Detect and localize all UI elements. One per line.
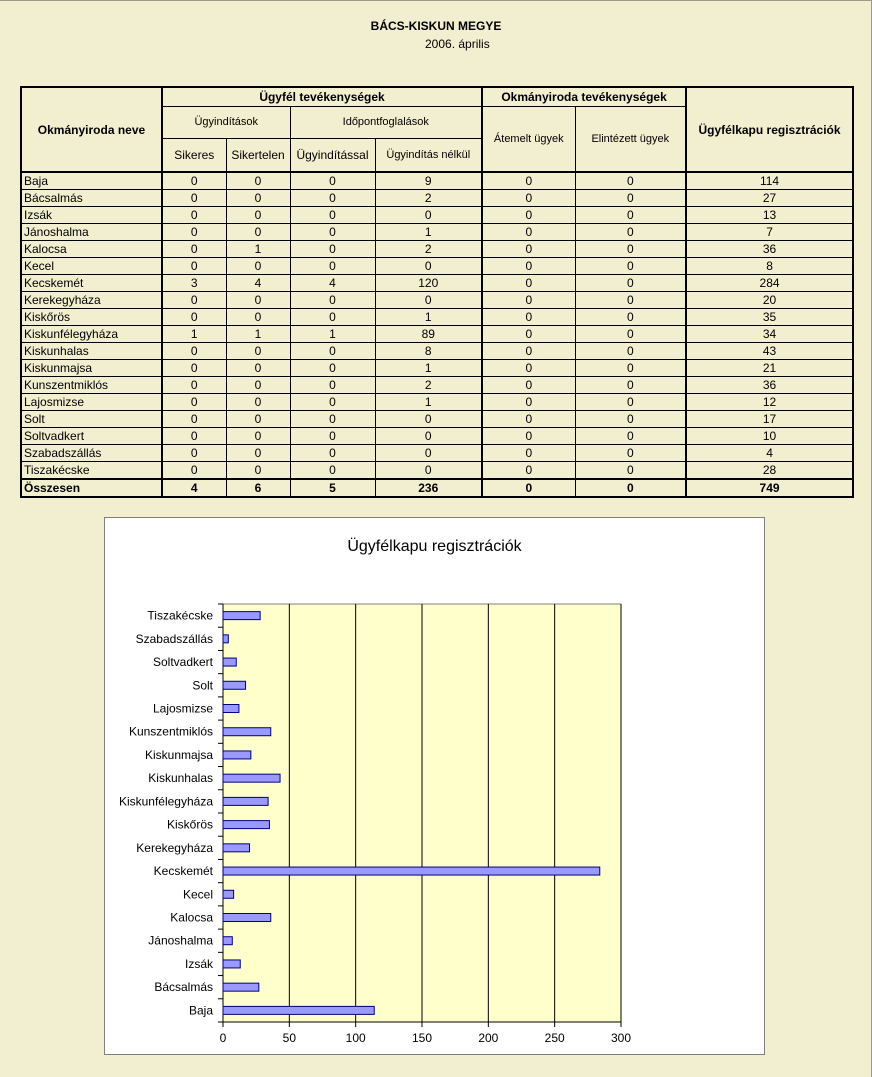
value-cell: 0 <box>226 309 290 326</box>
value-cell: 0 <box>575 292 686 309</box>
y-tick-label: Lajosmizse <box>152 701 213 716</box>
value-cell: 1 <box>290 326 375 343</box>
table-total-row <box>21 479 853 497</box>
value-cell: 28 <box>686 462 853 480</box>
value-cell: 8 <box>375 343 482 360</box>
bar <box>223 890 234 898</box>
value-cell: 0 <box>575 377 686 394</box>
value-cell: 0 <box>482 172 575 190</box>
x-tick-label: 250 <box>544 1031 565 1045</box>
page-title <box>0 19 872 33</box>
y-tick-label: Solt <box>192 678 213 693</box>
value-cell: 0 <box>575 241 686 258</box>
x-tick-label: 100 <box>345 1031 366 1045</box>
value-cell: 0 <box>290 377 375 394</box>
value-cell: 1 <box>375 360 482 377</box>
y-tick-label: Izsák <box>184 956 213 971</box>
chart-container <box>104 517 765 1055</box>
x-tick-label: 0 <box>219 1031 227 1045</box>
value-cell: 0 <box>162 309 226 326</box>
office-name-cell: Kunszentmiklós <box>21 377 162 394</box>
value-cell: 4 <box>290 275 375 292</box>
value-cell: 0 <box>575 394 686 411</box>
table-row <box>21 172 853 190</box>
office-name-cell: Kerekegyháza <box>21 292 162 309</box>
bar <box>223 797 268 805</box>
y-tick-label: Kerekegyháza <box>136 840 213 855</box>
value-cell: 0 <box>290 190 375 207</box>
office-name-cell: Tiszakécske <box>21 462 162 480</box>
value-cell: 0 <box>482 394 575 411</box>
value-cell: 0 <box>575 445 686 462</box>
table-row <box>21 428 853 445</box>
value-cell: 0 <box>162 360 226 377</box>
value-cell: 0 <box>162 258 226 275</box>
value-cell: 0 <box>375 207 482 224</box>
bar <box>223 983 259 991</box>
value-cell: 0 <box>162 207 226 224</box>
y-tick-label: Soltvadkert <box>152 655 213 670</box>
bar <box>223 844 250 852</box>
y-tick-label: Kalocsa <box>170 910 213 925</box>
value-cell: 34 <box>686 326 853 343</box>
value-cell: 0 <box>482 445 575 462</box>
chart-title: Ügyfélkapu regisztrációk <box>347 538 522 555</box>
value-cell: 0 <box>482 343 575 360</box>
y-tick-label: Baja <box>188 1003 213 1018</box>
value-cell: 2 <box>375 377 482 394</box>
bar <box>223 867 600 875</box>
value-cell: 0 <box>162 343 226 360</box>
value-cell: 1 <box>375 309 482 326</box>
office-name-cell: Kiskunhalas <box>21 343 162 360</box>
office-name-cell: Kiskunfélegyháza <box>21 326 162 343</box>
bar <box>223 612 260 620</box>
table-row <box>21 292 853 309</box>
y-tick-label: Tiszakécske <box>147 608 213 623</box>
y-tick-label: Kecel <box>182 887 213 902</box>
office-name-cell: Kiskunmajsa <box>21 360 162 377</box>
value-cell: 8 <box>686 258 853 275</box>
value-cell: 0 <box>482 292 575 309</box>
value-cell: 0 <box>290 207 375 224</box>
office-name-cell: Kecel <box>21 258 162 275</box>
header-group-client: Ügyfél tevékenységek <box>162 87 482 106</box>
value-cell: 36 <box>686 377 853 394</box>
bar <box>223 658 236 666</box>
value-cell: 0 <box>482 428 575 445</box>
y-tick-label: Kiskunmajsa <box>144 747 213 762</box>
value-cell: 0 <box>482 190 575 207</box>
value-cell: 0 <box>375 411 482 428</box>
value-cell: 0 <box>226 207 290 224</box>
value-cell: 21 <box>686 360 853 377</box>
value-cell: 0 <box>482 258 575 275</box>
bar <box>223 937 232 945</box>
header-group-office: Okmányiroda tevékenységek <box>482 87 686 106</box>
office-name-cell: Lajosmizse <box>21 394 162 411</box>
header-case-starts: Ügyindítások <box>162 106 290 138</box>
value-cell: 0 <box>290 172 375 190</box>
office-name-cell: Kiskőrös <box>21 309 162 326</box>
value-cell: 0 <box>575 258 686 275</box>
value-cell: 0 <box>482 479 575 497</box>
value-cell: 0 <box>290 309 375 326</box>
value-cell: 0 <box>482 411 575 428</box>
y-tick-label: Jánoshalma <box>148 933 213 948</box>
value-cell: 114 <box>686 172 853 190</box>
value-cell: 0 <box>226 360 290 377</box>
value-cell: 0 <box>575 428 686 445</box>
table-row <box>21 207 853 224</box>
table-body <box>21 172 853 497</box>
value-cell: 0 <box>226 411 290 428</box>
table-row <box>21 309 853 326</box>
value-cell: 120 <box>375 275 482 292</box>
value-cell: 236 <box>375 479 482 497</box>
page-subtitle: 2006. április <box>425 37 490 51</box>
value-cell: 0 <box>575 326 686 343</box>
table-row <box>21 241 853 258</box>
value-cell: 0 <box>226 445 290 462</box>
table-row <box>21 411 853 428</box>
value-cell: 0 <box>162 411 226 428</box>
header-without-case: Ügyindítás nélkül <box>375 138 482 172</box>
bar-chart <box>105 518 766 1056</box>
header-transferred: Átemelt ügyek <box>482 106 575 172</box>
value-cell: 0 <box>162 224 226 241</box>
x-tick-label: 300 <box>610 1031 632 1045</box>
value-cell: 0 <box>290 394 375 411</box>
value-cell: 0 <box>575 275 686 292</box>
value-cell: 0 <box>290 428 375 445</box>
value-cell: 6 <box>226 479 290 497</box>
table-row <box>21 224 853 241</box>
value-cell: 12 <box>686 394 853 411</box>
table-row <box>21 343 853 360</box>
header-client-gate: Ügyfélkapu regisztrációk <box>686 87 853 172</box>
value-cell: 0 <box>482 309 575 326</box>
value-cell: 89 <box>375 326 482 343</box>
value-cell: 0 <box>575 224 686 241</box>
value-cell: 0 <box>226 462 290 480</box>
value-cell: 0 <box>575 190 686 207</box>
value-cell: 1 <box>162 326 226 343</box>
value-cell: 0 <box>290 258 375 275</box>
value-cell: 17 <box>686 411 853 428</box>
bar <box>223 1006 374 1014</box>
value-cell: 0 <box>162 462 226 480</box>
value-cell: 0 <box>575 462 686 480</box>
value-cell: 0 <box>226 377 290 394</box>
value-cell: 4 <box>162 479 226 497</box>
bar <box>223 774 280 782</box>
office-name-cell: Összesen <box>21 479 162 497</box>
value-cell: 0 <box>375 445 482 462</box>
value-cell: 4 <box>686 445 853 462</box>
value-cell: 0 <box>290 343 375 360</box>
value-cell: 0 <box>375 258 482 275</box>
value-cell: 2 <box>375 241 482 258</box>
statistics-table <box>20 86 854 498</box>
table-row <box>21 190 853 207</box>
bar <box>223 705 239 713</box>
value-cell: 0 <box>482 377 575 394</box>
bar <box>223 914 271 922</box>
value-cell: 0 <box>290 224 375 241</box>
value-cell: 749 <box>686 479 853 497</box>
value-cell: 0 <box>162 190 226 207</box>
value-cell: 0 <box>375 462 482 480</box>
office-name-cell: Kalocsa <box>21 241 162 258</box>
y-tick-label: Kiskőrös <box>166 817 213 832</box>
value-cell: 0 <box>162 172 226 190</box>
value-cell: 284 <box>686 275 853 292</box>
value-cell: 0 <box>482 224 575 241</box>
bar <box>223 728 271 736</box>
value-cell: 1 <box>375 224 482 241</box>
value-cell: 0 <box>290 462 375 480</box>
value-cell: 0 <box>162 377 226 394</box>
header-completed: Elintézett ügyek <box>575 106 686 172</box>
office-name-cell: Szabadszállás <box>21 445 162 462</box>
value-cell: 0 <box>482 241 575 258</box>
header-unsuccessful: Sikertelen <box>226 138 290 172</box>
header-office-name: Okmányiroda neve <box>21 87 162 172</box>
value-cell: 10 <box>686 428 853 445</box>
value-cell: 0 <box>482 360 575 377</box>
header-successful: Sikeres <box>162 138 226 172</box>
value-cell: 0 <box>575 172 686 190</box>
office-name-cell: Baja <box>21 172 162 190</box>
value-cell: 0 <box>226 258 290 275</box>
value-cell: 9 <box>375 172 482 190</box>
value-cell: 0 <box>375 428 482 445</box>
header-with-case: Ügyindítással <box>290 138 375 172</box>
office-name-cell: Jánoshalma <box>21 224 162 241</box>
value-cell: 35 <box>686 309 853 326</box>
table-row <box>21 377 853 394</box>
value-cell: 0 <box>290 445 375 462</box>
bar <box>223 635 228 643</box>
bar <box>223 751 251 759</box>
y-tick-label: Szabadszállás <box>135 631 213 646</box>
value-cell: 1 <box>226 241 290 258</box>
value-cell: 4 <box>226 275 290 292</box>
value-cell: 0 <box>226 292 290 309</box>
office-name-cell: Soltvadkert <box>21 428 162 445</box>
value-cell: 0 <box>226 394 290 411</box>
value-cell: 0 <box>575 207 686 224</box>
value-cell: 0 <box>575 479 686 497</box>
value-cell: 0 <box>482 275 575 292</box>
value-cell: 0 <box>482 207 575 224</box>
value-cell: 0 <box>162 428 226 445</box>
value-cell: 0 <box>162 241 226 258</box>
y-tick-label: Kecskemét <box>153 864 213 879</box>
y-tick-label: Kiskunfélegyháza <box>118 794 213 809</box>
value-cell: 0 <box>226 172 290 190</box>
top-border <box>0 0 872 1</box>
y-tick-label: Kunszentmiklós <box>128 724 213 739</box>
value-cell: 27 <box>686 190 853 207</box>
table-row <box>21 360 853 377</box>
office-name-cell: Izsák <box>21 207 162 224</box>
table-row <box>21 258 853 275</box>
table-row <box>21 462 853 480</box>
value-cell: 5 <box>290 479 375 497</box>
value-cell: 0 <box>575 411 686 428</box>
value-cell: 7 <box>686 224 853 241</box>
value-cell: 1 <box>226 326 290 343</box>
office-name-cell: Solt <box>21 411 162 428</box>
table-row <box>21 445 853 462</box>
value-cell: 0 <box>162 394 226 411</box>
bar <box>223 821 269 829</box>
office-name-cell: Kecskemét <box>21 275 162 292</box>
page-title-text: BÁCS-KISKUN MEGYE <box>370 19 502 33</box>
value-cell: 0 <box>226 343 290 360</box>
value-cell: 0 <box>575 309 686 326</box>
bar <box>223 960 240 968</box>
value-cell: 0 <box>162 292 226 309</box>
value-cell: 0 <box>575 343 686 360</box>
value-cell: 36 <box>686 241 853 258</box>
value-cell: 13 <box>686 207 853 224</box>
table-row <box>21 394 853 411</box>
value-cell: 0 <box>290 411 375 428</box>
value-cell: 0 <box>482 462 575 480</box>
value-cell: 0 <box>162 445 226 462</box>
value-cell: 0 <box>290 292 375 309</box>
y-tick-label: Kiskunhalas <box>148 771 213 786</box>
value-cell: 0 <box>290 241 375 258</box>
value-cell: 43 <box>686 343 853 360</box>
value-cell: 1 <box>375 394 482 411</box>
value-cell: 20 <box>686 292 853 309</box>
value-cell: 0 <box>226 224 290 241</box>
x-tick-label: 150 <box>411 1031 433 1045</box>
office-name-cell: Bácsalmás <box>21 190 162 207</box>
bar <box>223 681 246 689</box>
value-cell: 2 <box>375 190 482 207</box>
value-cell: 0 <box>226 428 290 445</box>
x-tick-label: 200 <box>478 1031 499 1045</box>
x-tick-label: 50 <box>282 1031 297 1045</box>
value-cell: 3 <box>162 275 226 292</box>
table-row <box>21 275 853 292</box>
value-cell: 0 <box>482 326 575 343</box>
value-cell: 0 <box>375 292 482 309</box>
value-cell: 0 <box>226 190 290 207</box>
value-cell: 0 <box>575 360 686 377</box>
table-row <box>21 326 853 343</box>
value-cell: 0 <box>290 360 375 377</box>
y-tick-label: Bácsalmás <box>154 980 213 995</box>
header-appointments: Időpontfoglalások <box>290 106 482 138</box>
